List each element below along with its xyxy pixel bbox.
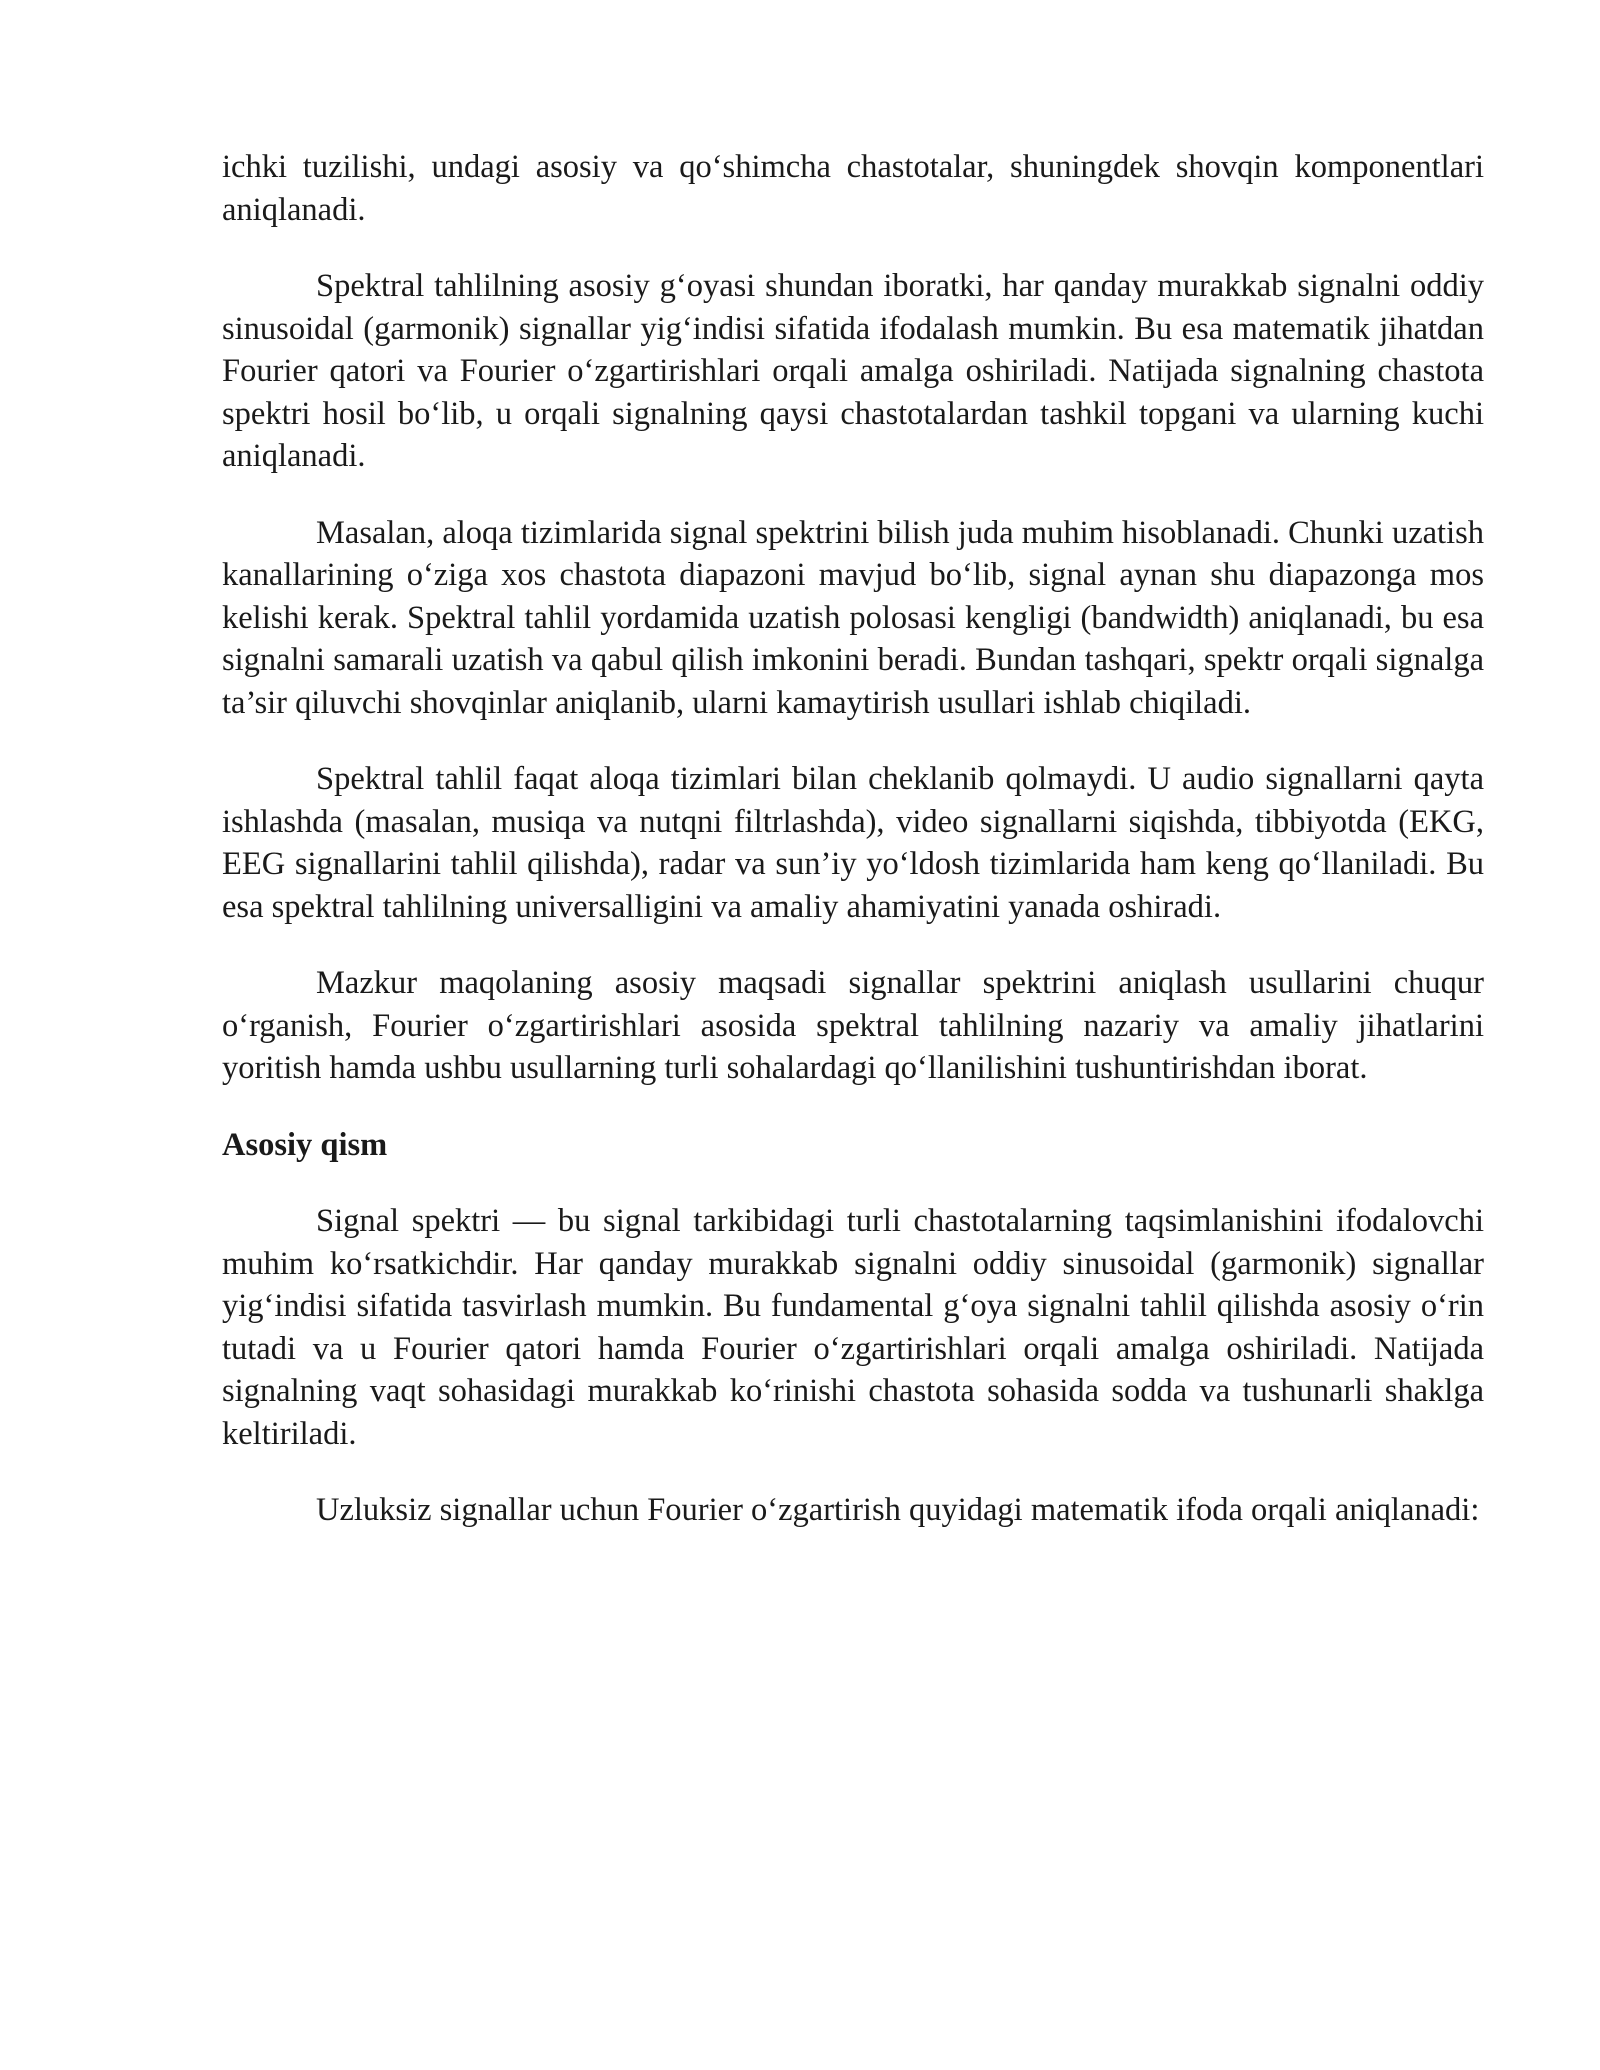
paragraph-spectral-idea: Spektral tahlilning asosiy g‘oyasi shundan iboratki, har qanday murakkab signalni oddiy sinusoidal (garmonik) signallar yig‘indisi sifatida ifodalash mumkin. Bu esa matematik jihatdan Fourier qatori va Fourier o‘zgartirishlari orqali amalga oshiriladi. Natijada signalning chastota spektri hosil bo‘lib, u orqali signalning qaysi chastotalardan tashkil topgani va ularning kuchi aniqlanadi. xyxy=(222,268,1484,474)
document-page xyxy=(222,146,1484,1566)
paragraph-fourier-intro: Uzluksiz signallar uchun Fourier o‘zgartirish quyidagi matematik ifoda orqali aniqlanadi: xyxy=(316,1492,1480,1528)
paragraph-signal-spectrum: Signal spektri — bu signal tarkibidagi turli chastotalarning taqsimlanishini ifodalovchi muhim ko‘rsatkichdir. Har qanday murakkab signalni oddiy sinusoidal (garmonik) signallar yig‘indisi sifatida tasvirlash mumkin. Bu fundamental g‘oya signalni tahlil qilishda asosiy o‘rin tutadi va u Fourier qatori hamda Fourier o‘zgartirishlari orqali amalga oshiriladi. Natijada signalning vaqt sohasidagi murakkab ko‘rinishi chastota sohasida sodda va tushunarli shaklga keltiriladi. xyxy=(222,1203,1484,1452)
paragraph-applications: Spektral tahlil faqat aloqa tizimlari bilan cheklanib qolmaydi. U audio signallarni qayta ishlashda (masalan, musiqa va nutqni filtrlashda), video signallarni siqishda, tibbiyotda (EKG, EEG signallarini tahlil qilishda), radar va sun’iy yo‘ldosh tizimlarida ham keng qo‘llaniladi. Bu esa spektral tahlilning universalligini va amaliy ahamiyatini yanada oshiradi. xyxy=(222,761,1484,925)
paragraph-continued: ichki tuzilishi, undagi asosiy va qo‘shimcha chastotalar, shuningdek shovqin komponentlari aniqlanadi. xyxy=(222,149,1484,228)
section-heading: Asosiy qism xyxy=(222,1126,388,1163)
paragraph-communication-systems: Masalan, aloqa tizimlarida signal spektrini bilish juda muhim hisoblanadi. Chunki uzatish kanallarining o‘ziga xos chastota diapazoni mavjud bo‘lib, signal aynan shu diapazonga mos kelishi kerak. Spektral tahlil yordamida uzatish polosasi kengligi (bandwidth) aniqlanadi, bu esa signalni samarali uzatish va qabul qilish imkonini beradi. Bundan tashqari, spektr orqali signalga ta’sir qiluvchi shovqinlar aniqlanib, ularni kamaytirish usullari ishlab chiqiladi. xyxy=(222,514,1485,721)
paragraph-article-goal: Mazkur maqolaning asosiy maqsadi signallar spektrini aniqlash usullarini chuqur o‘rganish, Fourier o‘zgartirishlari asosida spektral tahlilning nazariy va amaliy jihatlarini yoritish hamda ushbu usullarning turli sohalardagi qo‘llanilishini tushuntirishdan iborat. xyxy=(222,965,1484,1086)
